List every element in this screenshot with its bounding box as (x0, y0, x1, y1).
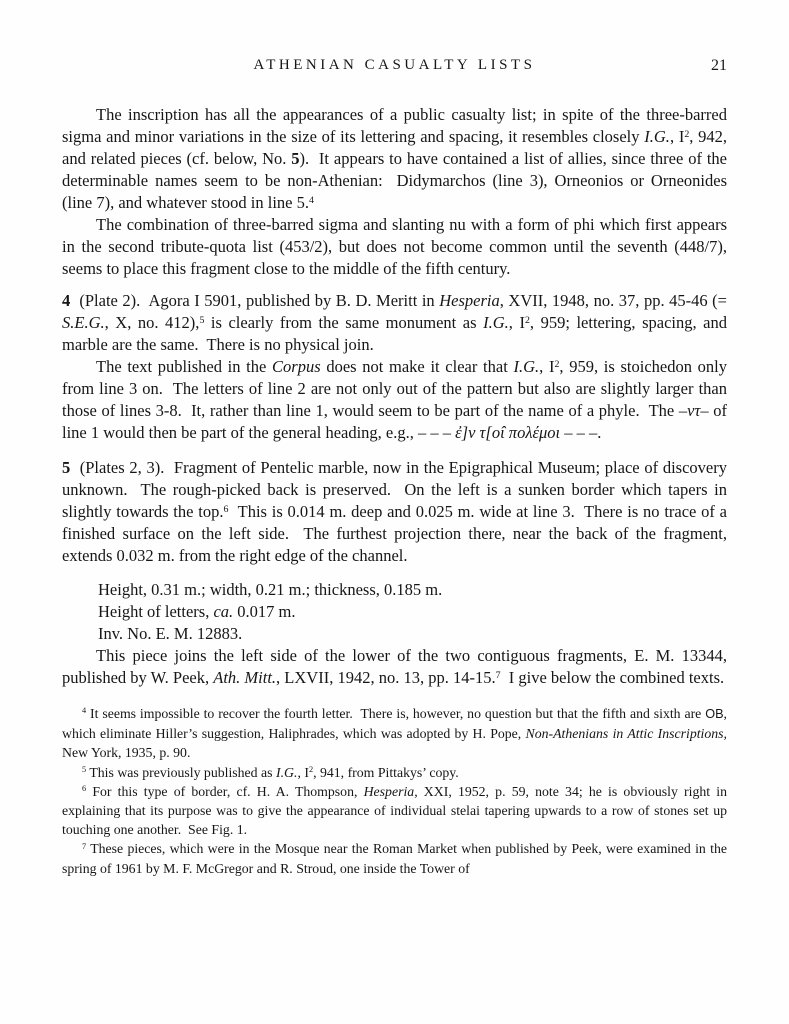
closing-paragraph: This piece joins the left side of the lower of the two contiguous fragments, E. M. 13344, published by W. Peek, Ath. Mitt., LXVII, 1942, no. 13, pp. 14-15.$^7$ I give below the combined texts. (62, 646, 727, 687)
measurement-line-inventory-number: Inv. No. E. M. 12883. (98, 624, 243, 643)
entry-4-discussion-paragraph: The text published in the Corpus does not make it clear that I.G., $I^2$, 959, is stoichedon only from line 3 on. The letters of line 2 are not only out of the pattern but also are slightly larger than those of lines 3-8. It, rather than line 1, would seem to be part of the name of a phyle. The –ντ– of line 1 would then be part of the general heading, e.g., – – – ἐ]ν τ[ο̂ι πολέμοι – – –. (62, 357, 727, 442)
measurement-line-dimensions: Height, 0.31 m.; width, 0.21 m.; thickness, 0.185 m. (98, 580, 443, 599)
page-header (62, 56, 727, 78)
entry-5-heading-paragraph: 5 (Plates 2, 3). Fragment of Pentelic marble, now in the Epigraphical Museum; place of discovery unknown. The rough-picked back is preserved. On the left is a sunken border which tapers in slightly towards the top.$^6$ This is 0.014 m. deep and 0.025 m. wide at line 3. There is no trace of a finished surface on the left side. The furthest projection there, near the back of the fragment, extends 0.032 m. from the right edge of the channel. (62, 458, 727, 565)
footnote-5: $^5$ This was previously published as I.G., $I^2$, 941, from Pittakys’ copy. (82, 764, 459, 780)
page-number: 21 (711, 57, 727, 74)
measurement-line-letter-height: Height of letters, ca. 0.017 m. (98, 602, 296, 621)
paragraph-dating: The combination of three-barred sigma and slanting nu with a form of phi which first appears in the second tribute-quota list (453/2), but does not become common until the seventh (448/7), seems to place this fragment close to the middle of the fifth century. (62, 215, 727, 278)
footnotes-section (62, 704, 727, 878)
paragraph-inscription-appearance: The inscription has all the appearances of a public casualty list; in spite of the three-barred sigma and minor variations in the size of its lettering and spacing, it resembles closely I.G., $I^2$, 942, and related pieces (cf. below, No. 5). It appears to have contained a list of allies, since three of the determinable names seem to be non-Athenian: Didymarchos (line 3), Orneonios or Orneonides (line 7), and whatever stood in line 5.$^4$ (62, 105, 728, 212)
footnote-4: $^4$ It seems impossible to recover the fourth letter. There is, however, no question but that the fifth and sixth are OB, which eliminate Hiller’s suggestion, Haliphrades, which was adopted by H. Pope, Non-Athenians in Attic Inscriptions, New York, 1935, p. 90. (62, 706, 727, 761)
running-title: ATHENIAN CASUALTY LISTS (253, 57, 536, 73)
measurements-block (98, 579, 727, 645)
footnote-6: $^6$ For this type of border, cf. H. A. Thompson, Hesperia, XXI, 1952, p. 59, note 34; he is obviously right in explaining that its purpose was to give the appearance of individual stelai tapering upwards to a row of stones set up touching one another. See Fig. 1. (62, 783, 727, 838)
entry-4-heading-paragraph: 4 (Plate 2). Agora I 5901, published by B. D. Meritt in Hesperia, XVII, 1948, no. 37, pp. 45-46 (= S.E.G., X, no. 412),$^5$ is clearly from the same monument as I.G., $I^2$, 959; lettering, spacing, and marble are the same. There is no physical join. (62, 291, 727, 354)
footnote-7: $^7$ These pieces, which were in the Mosque near the Roman Market when published by Peek, were examined in the spring of 1961 by M. F. McGregor and R. Stroud, one inside the Tower of (62, 841, 727, 876)
